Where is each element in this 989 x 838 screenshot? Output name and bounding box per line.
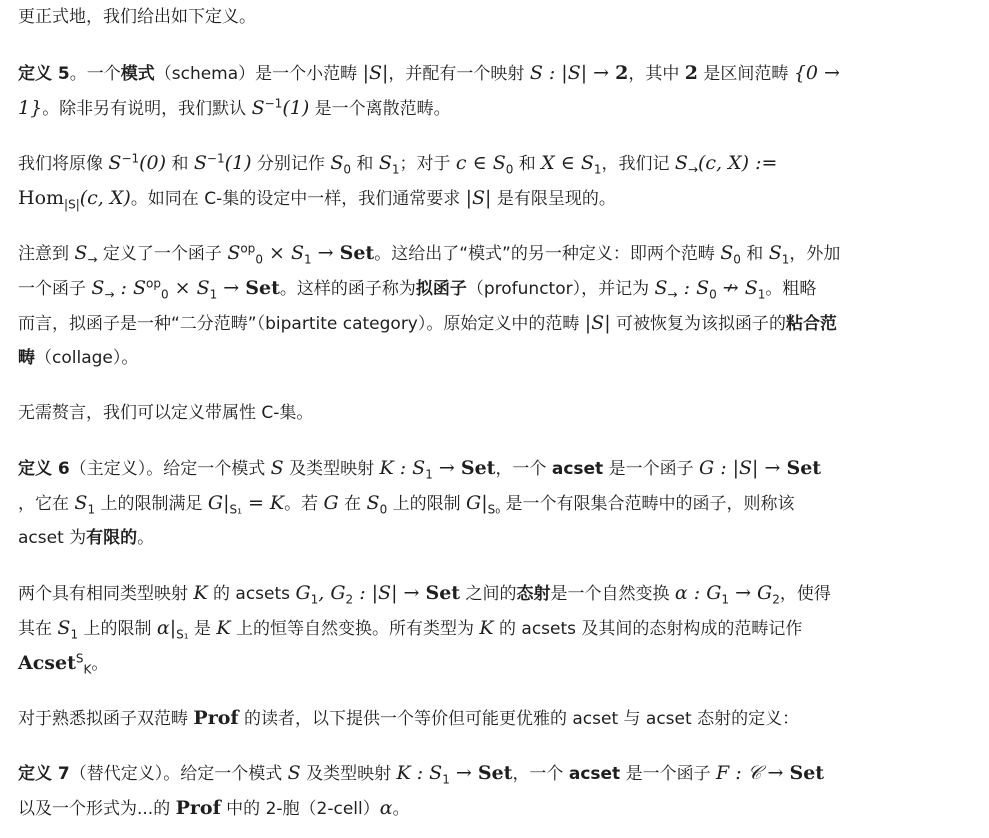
math-script: 1 — [425, 467, 433, 482]
math-script: 1 — [721, 592, 730, 607]
math-expression: F : 𝒞 → — [715, 762, 790, 784]
text-segment: 。粗略 — [765, 279, 817, 299]
math-expression: 2 — [684, 62, 699, 84]
text-segment: 其在 — [18, 619, 58, 639]
text-line — [18, 646, 973, 681]
math-expression: → — [217, 277, 246, 299]
math-script: 1 — [70, 627, 79, 642]
definition-5 — [18, 56, 973, 126]
math-expression: G : |S| → — [698, 457, 787, 479]
text-line — [18, 486, 973, 521]
math-expression: Prof — [175, 797, 221, 819]
math-script: 0 — [379, 502, 388, 517]
math-expression: S — [674, 152, 688, 174]
math-expression: ↛ S — [716, 277, 758, 299]
math-script: 1 — [303, 252, 312, 267]
text-segment: 无需赘言，我们可以定义带属性 C-集。 — [18, 403, 314, 423]
math-script: 2 — [345, 592, 354, 607]
text-segment: 。这给出了“模式”的另一种定义：即两个范畴 — [374, 244, 721, 264]
definition-6 — [18, 451, 973, 556]
text-segment: ，外加 — [789, 244, 841, 264]
math-expression: : S — [677, 277, 710, 299]
text-line — [18, 0, 973, 35]
text-line — [18, 756, 973, 791]
math-script: 1 — [87, 502, 96, 517]
text-segment: 。 — [137, 528, 155, 548]
math-expression: : |S| → — [353, 582, 426, 604]
text-line — [18, 396, 973, 431]
math-expression: (1) — [282, 97, 310, 119]
text-segment: 是区间范畴 — [698, 64, 794, 84]
text-segment: （schema）是一个小范畴 — [154, 64, 363, 84]
math-script: −1 — [264, 96, 283, 111]
text-segment: acset 为 — [18, 528, 87, 548]
text-segment: 和 — [513, 154, 542, 174]
text-segment: 上的限制满足 — [95, 494, 208, 514]
math-expression: S — [227, 242, 241, 264]
math-expression: S — [330, 152, 344, 174]
math-expression: |S| — [584, 312, 611, 334]
text-segment: 可被恢复为该拟函子的 — [610, 314, 787, 334]
math-expression: Set — [245, 277, 280, 299]
math-expression: S — [74, 492, 88, 514]
math-script: → — [104, 287, 115, 302]
math-expression: X ∈ S — [541, 152, 594, 174]
profunctor-paragraph — [18, 236, 973, 376]
text-segment: acset — [551, 459, 604, 479]
text-segment: 和 — [166, 154, 194, 174]
text-segment: 注意到 — [18, 244, 75, 264]
math-expression: Hom — [18, 187, 65, 209]
text-segment: 。 — [91, 654, 109, 674]
math-script: 1 — [310, 592, 319, 607]
text-segment: 和 — [351, 154, 379, 174]
math-script: → — [667, 287, 678, 302]
acset-intro-paragraph — [18, 396, 973, 431]
math-expression: |S| — [362, 62, 389, 84]
intro-paragraph — [18, 0, 973, 35]
math-expression: K — [193, 582, 208, 604]
text-segment: ，一个 — [512, 764, 569, 784]
math-expression: (c, X) := — [698, 152, 778, 174]
math-script: S₁ — [176, 627, 189, 642]
text-segment: 和 — [740, 244, 769, 264]
math-script: 1 — [593, 162, 602, 177]
math-expression: = K — [241, 492, 285, 514]
text-segment: 有限的 — [86, 528, 138, 548]
math-expression: Set — [789, 762, 825, 784]
text-segment: ，其中 — [628, 64, 685, 84]
text-segment: （主定义）。给定一个模式 — [69, 459, 271, 479]
math-script: 0 — [733, 252, 741, 267]
math-script: 0 — [505, 162, 514, 177]
text-segment: 的读者，以下提供一个等价但可能更优雅的 acset 与 acset 态射的定义： — [238, 709, 800, 729]
math-script: 0 — [255, 252, 263, 267]
text-segment: ，并配有一个映射 — [388, 64, 530, 84]
math-expression: × S — [262, 242, 304, 264]
math-expression: S — [270, 457, 284, 479]
text-segment: 上的限制 — [78, 619, 157, 639]
math-script: 1 — [781, 252, 790, 267]
math-expression: S — [57, 617, 71, 639]
text-line — [18, 271, 973, 306]
prof-paragraph — [18, 701, 973, 736]
text-line — [18, 341, 973, 376]
math-script: 1 — [209, 287, 218, 302]
preimage-paragraph — [18, 146, 973, 216]
math-expression: → — [449, 762, 478, 784]
math-script: −1 — [121, 151, 140, 166]
text-segment: 中的 2-胞（2-cell） — [220, 799, 380, 819]
math-expression: Acset — [18, 652, 76, 674]
math-expression: S — [287, 762, 301, 784]
text-line — [18, 56, 973, 91]
math-expression: → — [311, 242, 340, 264]
text-segment: 态射 — [516, 584, 551, 604]
text-segment: 是一个自然变换 — [550, 584, 675, 604]
math-expression: Set — [786, 457, 822, 479]
math-expression: S — [74, 242, 88, 264]
math-expression: , G — [318, 582, 346, 604]
text-line — [18, 181, 973, 216]
text-segment: 一个函子 — [18, 279, 92, 299]
math-expression: S — [768, 242, 782, 264]
math-expression: S — [91, 277, 105, 299]
math-expression: S — [654, 277, 668, 299]
math-expression: Prof — [193, 707, 239, 729]
text-segment: 及类型映射 — [300, 764, 397, 784]
math-expression: G| — [207, 492, 230, 514]
text-segment: 的 acsets 及其间的态射构成的范畴记作 — [493, 619, 803, 639]
text-segment: 上的限制 — [387, 494, 467, 514]
math-script: |S| — [64, 197, 80, 212]
math-script: 1 — [757, 287, 766, 302]
text-segment: ，一个 — [495, 459, 552, 479]
math-script: S — [75, 651, 84, 666]
math-expression: α — [379, 797, 393, 819]
text-line — [18, 236, 973, 271]
text-segment: 。若 — [284, 494, 324, 514]
math-expression: S — [108, 152, 122, 174]
math-script: 0 — [709, 287, 717, 302]
text-line — [18, 611, 973, 646]
math-expression: 2 — [615, 62, 629, 84]
math-expression: α| — [156, 617, 177, 639]
math-script: S₀ — [487, 502, 501, 517]
text-segment: 定义 5 — [18, 64, 70, 84]
text-segment: ，使得 — [779, 584, 831, 604]
math-expression: → G — [729, 582, 773, 604]
text-segment: 畴 — [18, 348, 35, 368]
math-script: K — [83, 662, 92, 677]
text-segment: 。如同在 C-集的设定中一样，我们通常要求 — [130, 189, 466, 209]
math-expression: α : G — [674, 582, 722, 604]
text-segment: 是 — [188, 619, 217, 639]
math-expression: (1) — [224, 152, 252, 174]
text-segment: 是一个有限集合范畴中的函子，则称该 — [500, 494, 795, 514]
text-segment: （profunctor），并记为 — [466, 279, 655, 299]
text-segment: 。这样的函子称为 — [279, 279, 416, 299]
math-expression: K : S — [379, 457, 426, 479]
math-script: 1 — [442, 772, 450, 787]
math-script: 2 — [772, 592, 780, 607]
math-expression: c ∈ S — [455, 152, 506, 174]
text-line — [18, 91, 973, 126]
text-segment: 定义 7 — [18, 764, 70, 784]
math-expression: S : |S| → — [529, 62, 616, 84]
math-expression: 1} — [18, 97, 43, 119]
math-expression: G — [323, 492, 339, 514]
math-script: → — [87, 252, 98, 267]
math-script: −1 — [206, 151, 225, 166]
math-expression: S — [366, 492, 380, 514]
math-expression: Set — [339, 242, 375, 264]
math-expression: |S| — [465, 187, 492, 209]
text-segment: 两个具有相同类型映射 — [18, 584, 194, 604]
text-segment: 是有限呈现的。 — [491, 189, 616, 209]
math-expression: : S — [114, 277, 146, 299]
text-segment: 我们将原像 — [18, 154, 109, 174]
text-line — [18, 576, 973, 611]
math-expression: S — [251, 97, 265, 119]
math-expression: Set — [460, 457, 496, 479]
text-segment: 而言，拟函子是一种“二分范畴”（bipartite category）。原始定义中的范畴 — [18, 314, 585, 334]
text-line — [18, 521, 973, 556]
text-segment: 对于熟悉拟函子双范畴 — [18, 709, 194, 729]
math-expression: × S — [168, 277, 210, 299]
math-script: → — [687, 162, 698, 177]
math-script: S₁ — [229, 502, 242, 517]
math-expression: S — [720, 242, 734, 264]
text-segment: 粘合范 — [786, 314, 838, 334]
text-segment: ，它在 — [18, 494, 75, 514]
math-script: 1 — [391, 162, 400, 177]
text-segment: （collage）。 — [35, 348, 139, 368]
math-expression: S — [193, 152, 207, 174]
text-segment: 定义 6 — [18, 459, 70, 479]
math-expression: (c, X) — [79, 187, 131, 209]
math-script: 0 — [160, 287, 169, 302]
text-segment: 是一个函子 — [603, 459, 699, 479]
text-segment: 之间的 — [460, 584, 517, 604]
text-line — [18, 791, 973, 826]
math-expression: S — [378, 152, 392, 174]
math-expression: (0) — [139, 152, 167, 174]
math-expression: K — [479, 617, 494, 639]
text-line — [18, 701, 973, 736]
text-segment: 定义了一个函子 — [97, 244, 228, 264]
math-expression: Set — [477, 762, 513, 784]
text-segment: ；对于 — [399, 154, 456, 174]
math-expression: K — [216, 617, 231, 639]
text-segment: （替代定义）。给定一个模式 — [69, 764, 288, 784]
text-segment: ，我们记 — [601, 154, 675, 174]
text-segment: 上的恒等自然变换。所有类型为 — [230, 619, 480, 639]
text-line — [18, 451, 973, 486]
text-line — [18, 306, 973, 341]
text-segment: 。一个 — [69, 64, 121, 84]
morphism-paragraph — [18, 576, 973, 681]
text-segment: acset — [568, 764, 621, 784]
math-script: op — [146, 276, 161, 291]
math-expression: G| — [466, 492, 488, 514]
text-segment: 是一个函子 — [620, 764, 716, 784]
definition-7 — [18, 756, 973, 826]
text-line — [18, 146, 973, 181]
math-expression: K : S — [396, 762, 443, 784]
text-segment: 分别记作 — [251, 154, 331, 174]
math-expression: {0 → — [793, 62, 840, 84]
text-segment: 更正式地，我们给出如下定义。 — [18, 7, 256, 27]
text-segment: 及类型映射 — [283, 459, 380, 479]
text-segment: 。除非另有说明，我们默认 — [42, 99, 252, 119]
text-segment: 以及一个形式为...的 — [18, 799, 176, 819]
math-expression: Set — [425, 582, 461, 604]
math-script: 0 — [343, 162, 352, 177]
text-segment: 的 acsets — [207, 584, 296, 604]
text-segment: 。 — [392, 799, 410, 819]
math-script: op — [240, 241, 256, 256]
text-segment: 是一个离散范畴。 — [309, 99, 451, 119]
math-expression: G — [295, 582, 311, 604]
math-expression: → — [432, 457, 461, 479]
text-segment: 拟函子 — [415, 279, 467, 299]
text-segment: 在 — [338, 494, 367, 514]
text-segment: 模式 — [120, 64, 155, 84]
